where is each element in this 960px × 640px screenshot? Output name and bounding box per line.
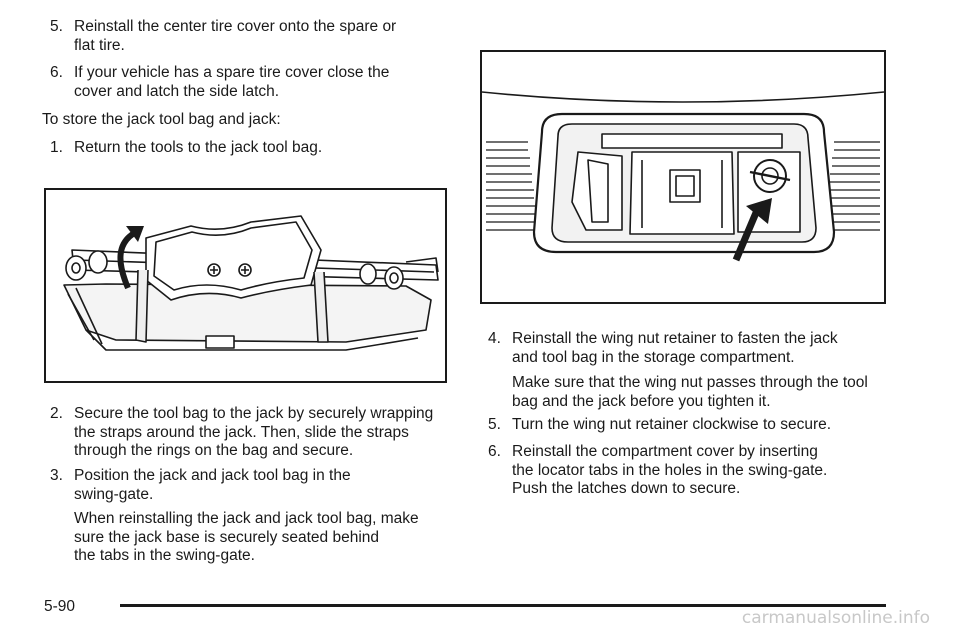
note-text: the tabs in the swing-gate. bbox=[74, 547, 255, 564]
step-5 bbox=[44, 18, 454, 55]
step-text: Turn the wing nut retainer clockwise to secure. bbox=[512, 416, 832, 433]
step-text: the locator tabs in the holes in the swing-gate. bbox=[512, 461, 828, 479]
store-step-5 bbox=[482, 416, 902, 435]
store-step-4-note bbox=[482, 374, 902, 411]
store-step-1 bbox=[44, 139, 454, 158]
step-6 bbox=[44, 64, 454, 101]
step-number: 4. bbox=[488, 330, 501, 347]
step-text: flat tire. bbox=[74, 36, 125, 54]
step-text: cover and latch the side latch. bbox=[74, 82, 280, 100]
swing-gate-compartment-illustration bbox=[480, 50, 886, 304]
jack-tool-bag-drawing bbox=[46, 190, 445, 381]
store-step-3-note bbox=[44, 510, 464, 566]
step-text: If your vehicle has a spare tire cover close the bbox=[74, 64, 390, 81]
step-text: swing-gate. bbox=[74, 485, 154, 503]
step-number: 5. bbox=[488, 416, 501, 433]
step-number: 3. bbox=[50, 467, 63, 484]
step-text: the straps around the jack. Then, slide the straps bbox=[74, 423, 409, 441]
note-text: bag and the jack before you tighten it. bbox=[512, 392, 771, 410]
step-text: Push the latches down to secure. bbox=[512, 480, 741, 497]
page-number: 5-90 bbox=[44, 598, 76, 615]
step-text: and tool bag in the storage compartment. bbox=[512, 348, 795, 366]
step-text: through the rings on the bag and secure. bbox=[74, 442, 354, 459]
step-text: Reinstall the wing nut retainer to fasten the jack bbox=[512, 330, 838, 347]
note-text: sure the jack base is securely seated behind bbox=[74, 528, 380, 546]
step-text: Return the tools to the jack tool bag. bbox=[74, 139, 323, 156]
store-step-6 bbox=[482, 443, 902, 499]
store-step-3 bbox=[44, 467, 464, 504]
store-intro: To store the jack tool bag and jack: bbox=[42, 111, 281, 128]
step-text: Reinstall the compartment cover by inserting bbox=[512, 443, 818, 460]
step-number: 6. bbox=[488, 443, 501, 460]
store-step-2 bbox=[44, 405, 464, 461]
step-text: Secure the tool bag to the jack by securely wrapping bbox=[74, 405, 434, 422]
note-text: When reinstalling the jack and jack tool bag, make bbox=[74, 510, 419, 527]
store-step-4 bbox=[482, 330, 902, 367]
note-text: Make sure that the wing nut passes through the tool bbox=[512, 374, 868, 391]
footer-rule bbox=[120, 604, 886, 607]
step-number: 6. bbox=[50, 64, 63, 81]
swing-gate-drawing bbox=[482, 52, 884, 302]
step-text: Position the jack and jack tool bag in the bbox=[74, 467, 351, 484]
step-text: Reinstall the center tire cover onto the spare or bbox=[74, 18, 397, 35]
step-number: 5. bbox=[50, 18, 63, 35]
watermark: carmanualsonline.info bbox=[741, 608, 930, 628]
step-number: 2. bbox=[50, 405, 63, 422]
step-number: 1. bbox=[50, 139, 63, 156]
jack-tool-bag-illustration bbox=[44, 188, 447, 383]
